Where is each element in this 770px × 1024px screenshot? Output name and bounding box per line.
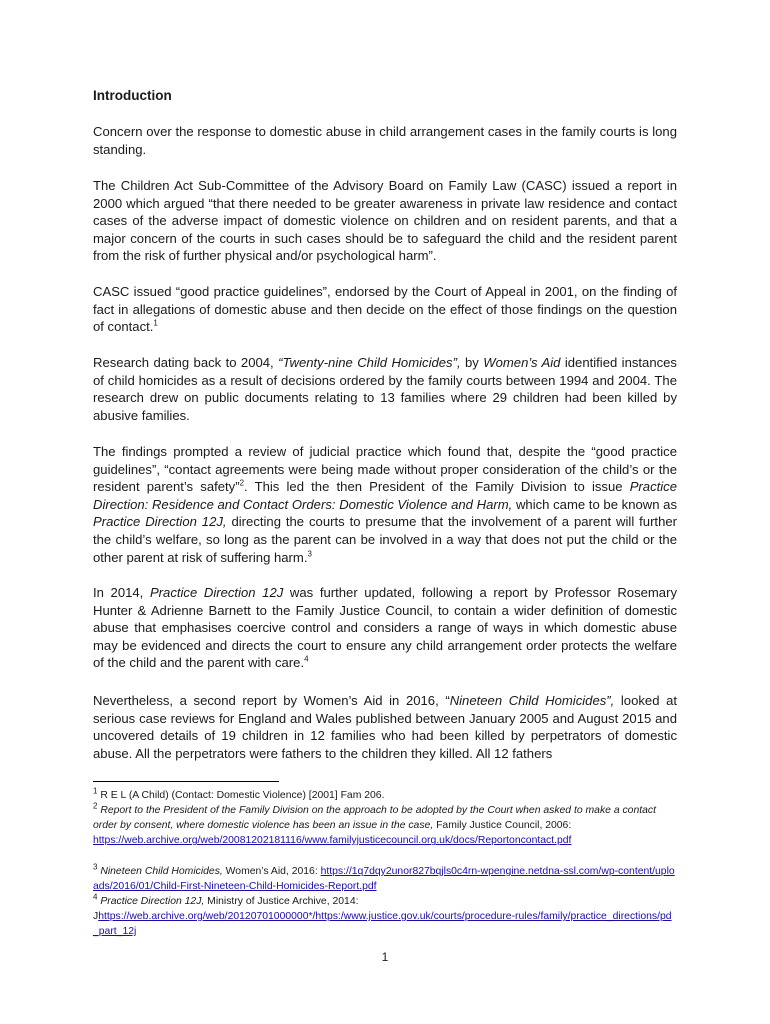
p4-b: by (460, 355, 484, 370)
footnote-1-number: 1 (93, 786, 98, 796)
p5-c: which came to be known as (512, 496, 678, 512)
footnote-4-text: Ministry of Justice Archive, 2014: (204, 896, 359, 907)
paragraph-5 (93, 443, 677, 566)
footnote-ref-4[interactable]: 4 (304, 655, 309, 665)
p7-b: looked at serious case reviews for England and Wales published between January 2005 and August 2015 and uncovered details of 19 children in 12 families who had been killed by perpetrators of domestic abuse. All the perpetrators were fathers to the children they killed. All 12 fathers (93, 693, 678, 761)
section-heading: Introduction (93, 88, 172, 103)
paragraph-6 (93, 584, 677, 672)
footnote-ref-2[interactable]: 2 (239, 478, 245, 488)
page-number: 1 (381, 950, 389, 964)
footnote-3 (93, 864, 677, 894)
footnote-1 (93, 788, 677, 803)
footnote-2-text: Family Justice Council, 2006: (433, 820, 572, 832)
paragraph-2: The Children Act Sub-Committee of the Advisory Board on Family Law (CASC) issued a report in 2000 which argued “that there needed to be greater awareness in private law residence and contact cases of the adverse impact of domestic violence on children and on resident parents, and that a major concern of the courts in such cases should be to safeguard the child and the resident parent from the risk of further physical and/or psychological harm”. (93, 178, 677, 264)
paragraph-7 (93, 692, 677, 762)
footnote-3-link[interactable]: https://1q7dqy2unor827bqjls0c4rn-wpengine.netdna-ssl.com/wp-content/uploads/2016/01/Child-First-Nineteen-Child-Homicides-Report.pdf (93, 866, 675, 893)
p5-title: Practice Direction: Residence and Contact Orders: Domestic Violence and Harm, (93, 479, 678, 512)
p5-d: directing the courts to presume that the involvement of a parent will further the child’s welfare, so long as the parent can be involved in a way that does not put the child or the other parent at risk of suffering harm. (93, 514, 677, 565)
p5-b: . This led the then President of the Family Division to issue (244, 479, 630, 495)
p4-title: “Twenty-nine Child Homicides”, (278, 355, 461, 370)
footnote-2-number: 2 (93, 801, 98, 811)
footnote-3-text: Women’s Aid, 2016: (222, 866, 321, 877)
footnote-4-link[interactable]: https://web.archive.org/web/20120701000000*/https:/www.justice.gov.uk/courts/procedure-rules/family/practice_directions/pd_part_12j (93, 911, 672, 938)
footnote-2-link[interactable]: https://web.archive.org/web/20081202181116/www.familyjusticecouncil.org.uk/docs/Reportoncontact.pdf (93, 835, 572, 847)
footnote-divider (93, 781, 279, 782)
paragraph-3-text: CASC issued “good practice guidelines”, endorsed by the Court of Appeal in 2001, on the finding of fact in allegations of domestic abuse and then decide on the effect of those findings on the question of contact. (93, 284, 677, 335)
footnote-4-prefix: J (93, 911, 99, 923)
p4-a: Research dating back to 2004, (93, 355, 279, 370)
footnote-ref-3[interactable]: 3 (307, 549, 312, 559)
p7-title: Nineteen Child Homicides”, (449, 693, 615, 708)
footnote-4 (93, 894, 677, 940)
p6-pd: Practice Direction 12J (149, 585, 284, 600)
footnote-4-number: 4 (93, 892, 98, 902)
p4-org: Women’s Aid (483, 355, 561, 370)
footnote-4-title: Practice Direction 12J, (97, 896, 205, 907)
paragraph-3 (93, 283, 677, 336)
paragraph-4 (93, 354, 677, 424)
footnote-2-title: Report to the President of the Family Division on the approach to be adopted by the Court when asked to make a contact order by consent, where domestic violence has been an issue in the case, (93, 805, 656, 832)
p6-a: In 2014, (93, 585, 150, 600)
footnote-ref-1[interactable]: 1 (153, 318, 158, 328)
footnote-3-number: 3 (93, 862, 98, 872)
footnote-3-title: Nineteen Child Homicides, (97, 866, 223, 877)
p7-a: Nevertheless, a second report by Women’s Aid in 2016, “ (93, 693, 450, 708)
p4-c: identified instances of child homicides as a result of decisions ordered by the family courts between 1994 and 2004. The research drew on public documents relating to 13 families where 29 children had been killed by abusive families. (93, 355, 677, 423)
footnote-2 (93, 803, 677, 849)
p5-a: The findings prompted a review of judicial practice which found that, despite the “good practice guidelines”, “contact agreements were being made without proper consideration of the child’s or the resident parent’s safety” (93, 444, 677, 495)
p6-b: was further updated, following a report by Professor Rosemary Hunter & Adrienne Barnett to the Family Justice Council, to contain a wider definition of domestic abuse that emphasises coercive control and considers a range of ways in which domestic abuse may be evidenced and directs the court to ensure any child arrangement order protects the welfare of the child and the parent with care. (93, 585, 677, 671)
p5-pd: Practice Direction 12J, (93, 514, 227, 530)
footnote-1-text: R E L (A Child) (Contact: Domestic Violence) [2001] Fam 206. (97, 790, 385, 801)
paragraph-1: Concern over the response to domestic abuse in child arrangement cases in the family courts is long standing. (93, 124, 677, 157)
